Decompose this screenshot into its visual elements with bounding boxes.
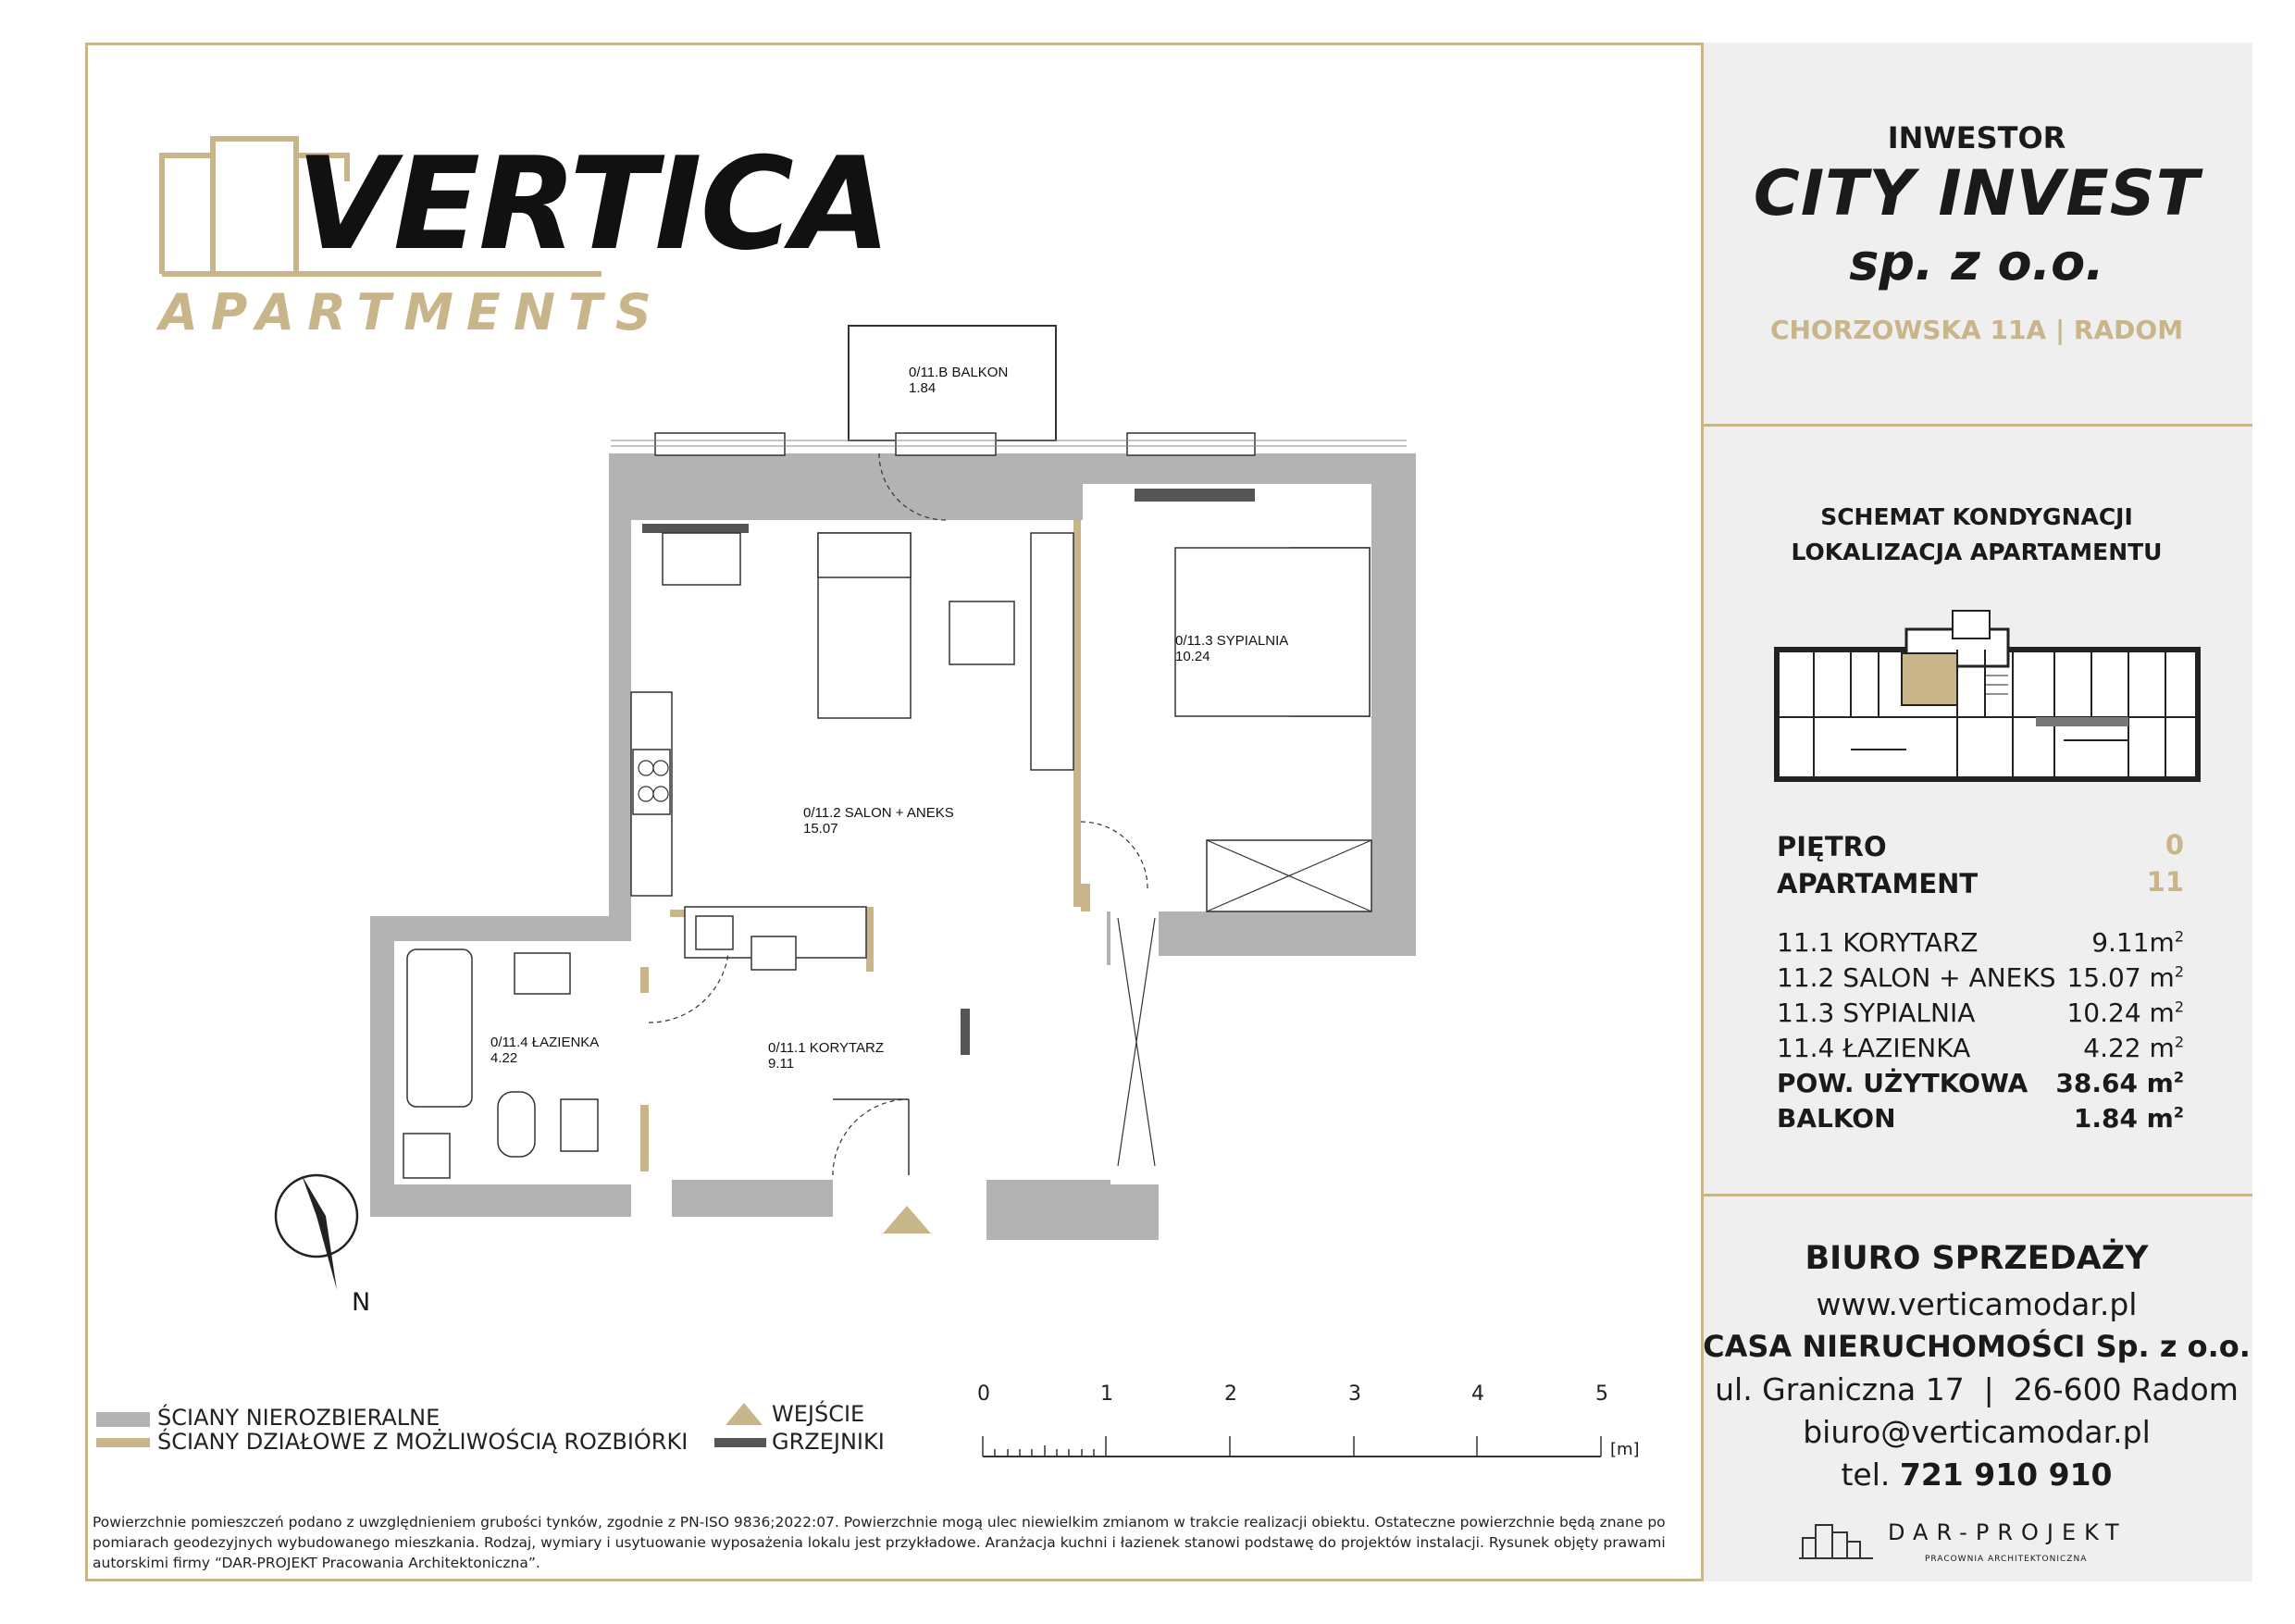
label-bedroom: 0/11.3 SYPIALNIA 10.24 bbox=[1175, 633, 1289, 664]
apartment-label: APARTAMENT bbox=[1777, 868, 1979, 899]
scale-tick-label: 3 bbox=[1348, 1382, 1361, 1406]
removable-wall bbox=[640, 967, 649, 993]
legend-entrance: WEJŚCIE bbox=[772, 1401, 865, 1427]
toilet bbox=[498, 1092, 535, 1157]
disclaimer: Powierzchnie pomieszczeń podano z uwzględnieniem grubości tynków, zgodnie z PN-ISO 9836;2022:07. Powierzchnie mogą ulec niewielkim zmianom w trakcie realizacji obiektu. Ostateczne powierzchnie będą znane po pomiarach geodezyjnych wybudowanego mieszkania. Rodzaj, wymiary i usytuowanie wyposażenia lokalu jest przykładowe. Aranżacja kuchni i łazienek stanowi podstawę do projektów instalacji. Rysunek objęty prawami autorskimi firmy “DAR-PROJEKT Pracowania Architektoniczna”. bbox=[93, 1514, 1666, 1571]
sales-company: CASA NIERUCHOMOŚCI Sp. z o.o. bbox=[1703, 1329, 2251, 1364]
radiator bbox=[642, 524, 749, 533]
apartment-value: 11 bbox=[2146, 866, 2184, 898]
washing-machine bbox=[561, 1099, 598, 1151]
sidebar-divider bbox=[1701, 424, 2252, 427]
room-area: 4.22 $m^2$ bbox=[2083, 1033, 2184, 1063]
logo-wordmark: VERTICA bbox=[296, 130, 889, 279]
desk-chair bbox=[663, 533, 740, 585]
room-name: 11.2 SALON + ANEKS bbox=[1777, 962, 2056, 993]
architect-name: DAR-PROJEKT bbox=[1888, 1519, 2128, 1545]
kitchen-sink bbox=[696, 916, 733, 949]
investor-company: CITY INVEST bbox=[1753, 157, 2201, 230]
room-name: 11.3 SYPIALNIA bbox=[1777, 998, 1976, 1028]
sales-address: ul. Graniczna 17 | 26-600 Radom bbox=[1715, 1371, 2239, 1407]
radiator bbox=[961, 1009, 970, 1055]
investor-label: INWESTOR bbox=[1887, 120, 2066, 155]
balcony-area-label: BALKON bbox=[1777, 1103, 1896, 1134]
scale-tick-label: 5 bbox=[1595, 1382, 1608, 1406]
label-balcony: 0/11.B BALKON 1.84 bbox=[909, 365, 1009, 396]
removable-wall bbox=[1073, 520, 1081, 907]
north-arrow-icon bbox=[270, 1172, 363, 1301]
sales-phone[interactable]: tel. 721 910 910 bbox=[1841, 1457, 2113, 1493]
room-row bbox=[1777, 1033, 2184, 1063]
cooktop bbox=[633, 750, 670, 814]
removable-wall bbox=[866, 907, 874, 972]
room-area: 15.07 $m^2$ bbox=[2066, 962, 2184, 993]
total-area-label: POW. UŻYTKOWA bbox=[1777, 1068, 2028, 1098]
label-living: 0/11.2 SALON + ANEKS 15.07 bbox=[803, 805, 954, 837]
scale-tick-label: 1 bbox=[1100, 1382, 1113, 1406]
scale-tick-label: 4 bbox=[1471, 1382, 1484, 1406]
total-area-row bbox=[1777, 1068, 2184, 1098]
room-name: 11.1 KORYTARZ bbox=[1777, 927, 1979, 958]
sales-website-link[interactable]: www.verticamodar.pl bbox=[1816, 1286, 2138, 1322]
floor-schema-diagram bbox=[1758, 601, 2212, 805]
balcony-area-row bbox=[1777, 1103, 2184, 1134]
scale-bar bbox=[972, 1388, 1619, 1471]
schema-title: SCHEMAT KONDYGNACJI bbox=[1820, 503, 2133, 530]
removable-wall bbox=[640, 1105, 649, 1172]
sales-office-title: BIURO SPRZEDAŻY bbox=[1805, 1240, 2149, 1277]
corridor-interior bbox=[672, 965, 1110, 1180]
bathtub bbox=[407, 949, 472, 1107]
bed-frame bbox=[1175, 548, 1370, 716]
schema-subtitle: LOKALIZACJA APARTAMENTU bbox=[1791, 539, 2163, 565]
room-name: 11.4 ŁAZIENKA bbox=[1777, 1033, 1971, 1063]
architect-logo-icon bbox=[1799, 1514, 1882, 1562]
label-corridor: 0/11.1 KORYTARZ 9.11 bbox=[768, 1040, 885, 1072]
room-area: $9.11m^2$ bbox=[2091, 927, 2184, 958]
balcony-area-value: 1.84 $m^2$ bbox=[2073, 1103, 2184, 1134]
floor-value: 0 bbox=[2165, 829, 2184, 861]
corridor-side bbox=[631, 907, 672, 1231]
room-row bbox=[1777, 998, 2184, 1028]
legend-removable-walls: ŚCIANY DZIAŁOWE Z MOŻLIWOŚCIĄ ROZBIÓRKI bbox=[157, 1429, 688, 1455]
cabinet bbox=[751, 936, 796, 970]
architect-subtitle: PRACOWNIA ARCHITEKTONICZNA bbox=[1925, 1555, 2088, 1564]
room-row bbox=[1777, 962, 2184, 993]
radiator bbox=[1135, 489, 1255, 502]
sofa-back bbox=[818, 533, 911, 577]
scale-unit: [m] bbox=[1610, 1440, 1640, 1459]
legend-fixed-walls: ŚCIANY NIEROZBIERALNE bbox=[157, 1405, 440, 1431]
legend-swatch-fixed bbox=[96, 1412, 150, 1427]
total-area-value: 38.64 $m^2$ bbox=[2055, 1068, 2184, 1098]
logo-subtitle: APARTMENTS bbox=[159, 283, 664, 341]
legend-entrance-icon bbox=[724, 1401, 764, 1429]
window-living bbox=[655, 433, 785, 455]
scale-tick-label: 0 bbox=[977, 1382, 990, 1406]
scale-tick-label: 2 bbox=[1224, 1382, 1237, 1406]
floor-label: PIĘTRO bbox=[1777, 831, 1887, 862]
wardrobe-living bbox=[1031, 533, 1073, 770]
legend-radiators: GRZEJNIKI bbox=[772, 1429, 885, 1455]
investor-address: CHORZOWSKA 11A | RADOM bbox=[1769, 315, 2184, 345]
legend-swatch-removable bbox=[96, 1438, 150, 1447]
shelf bbox=[403, 1134, 450, 1178]
window-bedroom bbox=[1127, 433, 1255, 455]
room-row bbox=[1777, 927, 2184, 958]
investor-company-type: sp. z o.o. bbox=[1849, 233, 2104, 291]
removable-wall bbox=[1081, 884, 1090, 911]
balcony-door-frame bbox=[896, 433, 996, 455]
label-bathroom: 0/11.4 ŁAZIENKA 4.22 bbox=[490, 1035, 600, 1066]
entrance-triangle-icon bbox=[883, 1206, 931, 1233]
washbasin bbox=[515, 953, 570, 994]
north-label: N bbox=[352, 1288, 371, 1317]
coffee-table bbox=[949, 601, 1014, 664]
legend-swatch-radiator bbox=[714, 1438, 766, 1447]
sales-email-link[interactable]: biuro@verticamodar.pl bbox=[1803, 1414, 2151, 1450]
room-area: 10.24 $m^2$ bbox=[2066, 998, 2184, 1028]
sidebar-divider bbox=[1701, 1194, 2252, 1196]
